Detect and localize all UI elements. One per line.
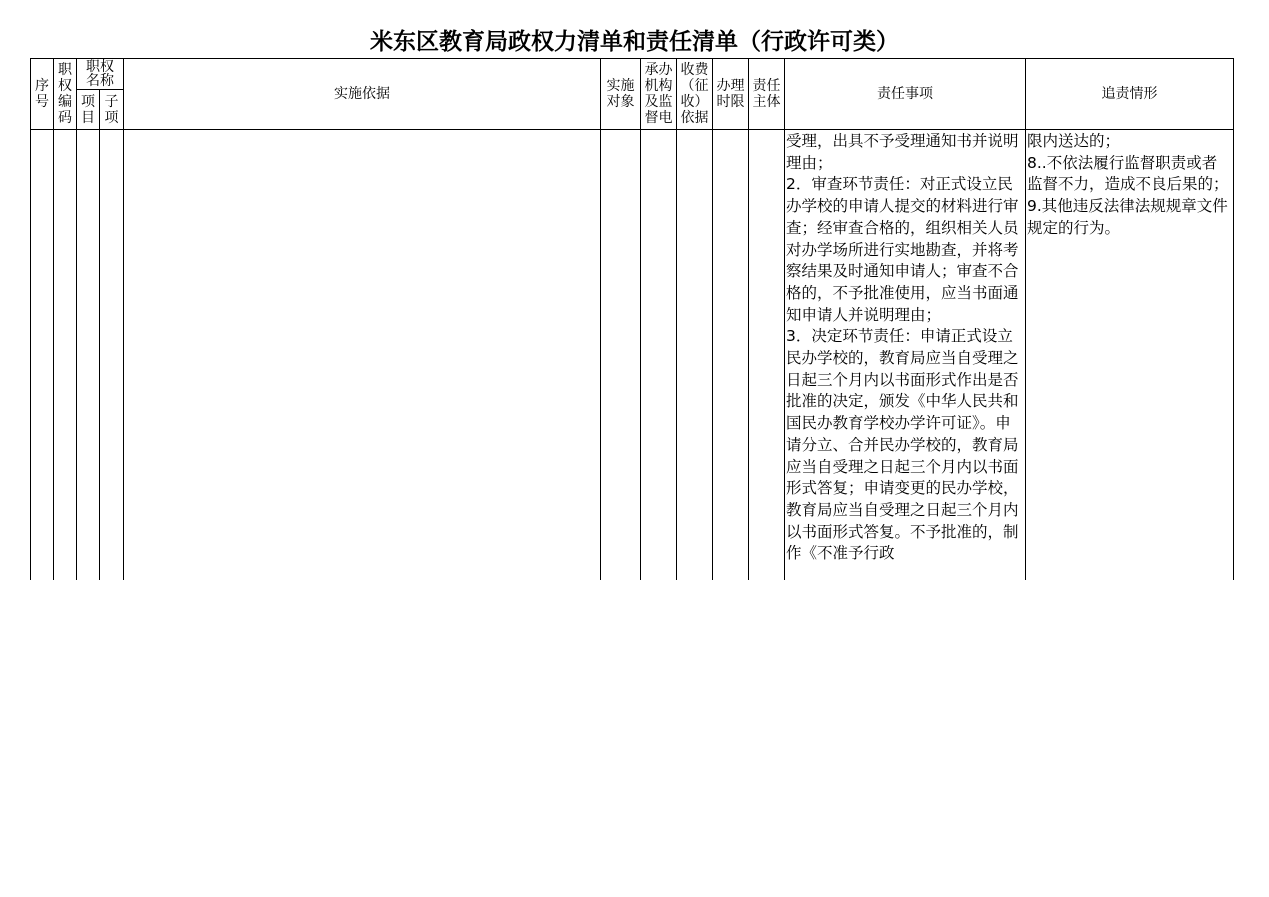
accountability-cell: 限内送达的； 8..不依法履行监督职责或者监督不力，造成不良后果的； 9.其他违反法律法规规章文件规定的行为。	[1027, 132, 1229, 237]
power-list-table	[30, 58, 1234, 580]
header-target: 实施对象	[606, 78, 635, 110]
col-line-2	[76, 58, 77, 580]
col-line-7	[676, 58, 677, 580]
header-seq: 序号	[35, 78, 49, 110]
header-power-name: 职权名称	[86, 59, 114, 89]
header-subject: 责任主体	[752, 78, 781, 110]
col-line-9	[748, 58, 749, 580]
col-line-1	[53, 58, 54, 580]
header-time-limit: 办理时限	[716, 78, 745, 110]
col-line-10	[784, 58, 785, 580]
duties-cell: 受理，出具不予受理通知书并说明理由； 2．审查环节责任：对正式设立民办学校的申请人提交的材料进行审查；经审查合格的，组织相关人员对办学场所进行实地勘查，并将考察结果及时通知申请人；审查不合格的，不予批准使用，应当书面通知申请人并说明理由； 3．决定环节责任：申请正式设立民办学校的，教育局应当自受理之日起三个月内以书面形式作出是否批准的决定，颁发《中华人民共和国民办教育学校办学许可证》。申请分立、合并民办学校的，教育局应当自受理之日起三个月内以书面形式答复；申请变更的民办学校，教育局应当自受理之日起三个月内以书面形式答复。不予批准的，制作《不准予行政	[786, 132, 1019, 563]
col-line-12	[1233, 58, 1234, 580]
header-accountability: 追责情形	[1101, 86, 1158, 102]
header-duties: 责任事项	[877, 86, 933, 102]
document-title: 米东区教育局政权力清单和责任清单（行政许可类）	[370, 28, 899, 55]
col-line-8	[712, 58, 713, 580]
header-basis: 实施依据	[334, 86, 390, 102]
col-line-3	[99, 89, 100, 580]
header-sub-item: 子项	[104, 93, 119, 126]
col-line-5	[600, 58, 601, 580]
header-bottom-border	[30, 129, 1234, 130]
col-line-0	[30, 58, 31, 580]
header-agency: 承办机构及监督电	[644, 62, 673, 126]
header-power-code: 职权编码	[58, 62, 72, 126]
col-line-11	[1025, 58, 1026, 580]
col-line-6	[640, 58, 641, 580]
col-line-4	[123, 58, 124, 580]
header-fee-basis: 收费（征收）依据	[680, 62, 709, 126]
header-item: 项目	[81, 93, 95, 126]
